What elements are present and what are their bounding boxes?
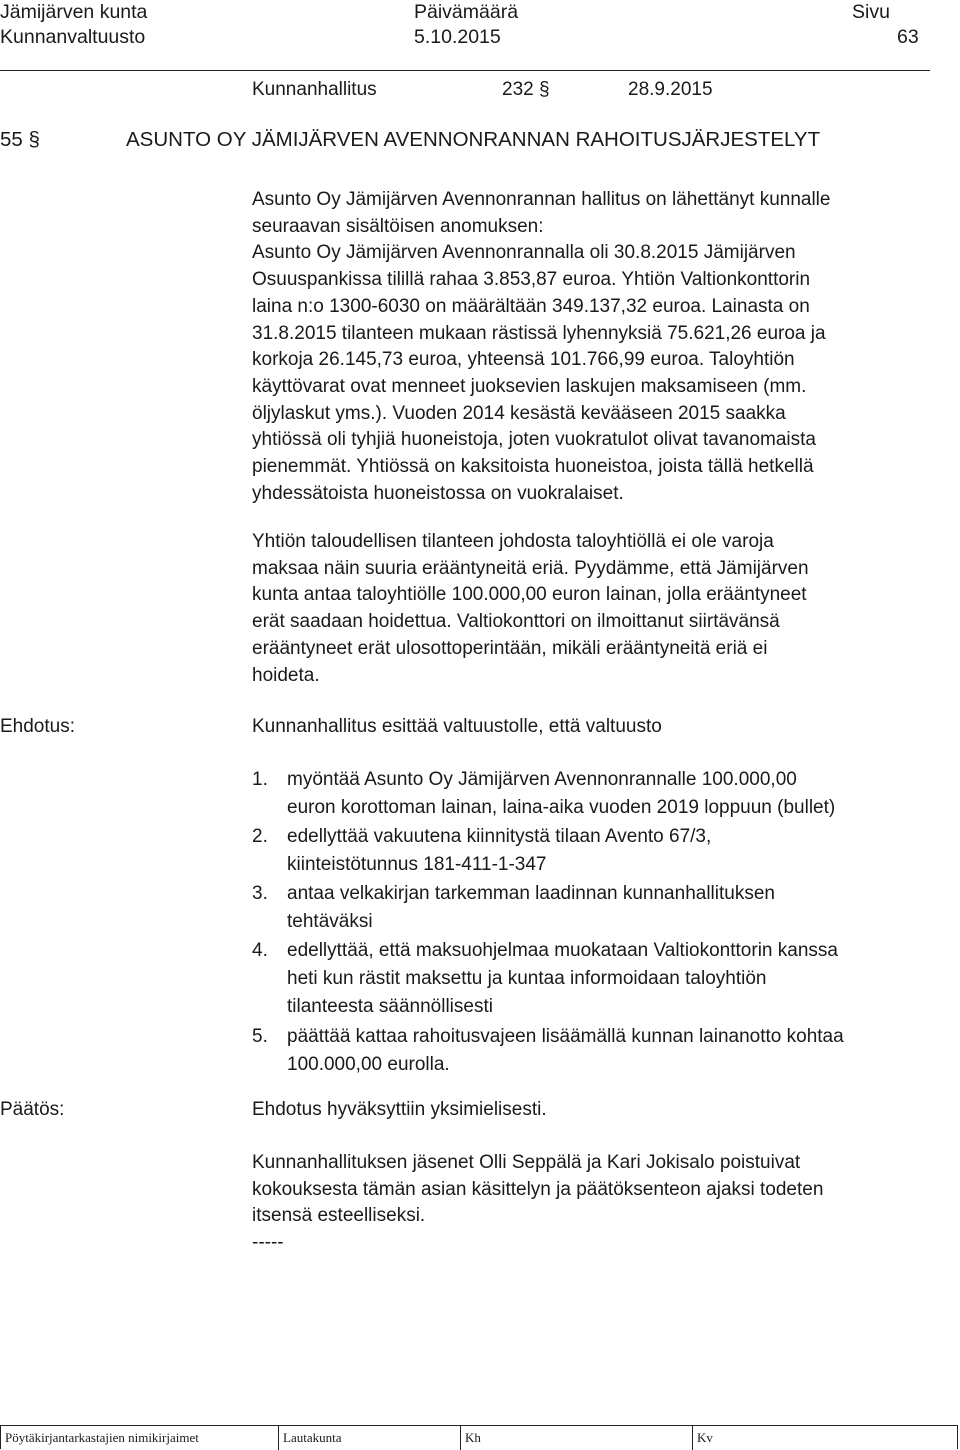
paragraph-line: pienemmät. Yhtiössä on kaksitoista huoneistoa, joista tällä hetkellä bbox=[252, 456, 814, 478]
footer-kv-cell: Kv bbox=[697, 1430, 713, 1445]
paragraph-line: hoideta. bbox=[252, 664, 320, 686]
paragraph-line: erääntyneet erät ulosottoperintään, mikäli erääntyneitä eriä ei bbox=[252, 637, 768, 659]
paragraph-line: seuraavan sisältöisen anomuksen: bbox=[252, 215, 544, 237]
item-number: 55 § bbox=[0, 128, 40, 151]
request-paragraph bbox=[252, 529, 952, 689]
council-name: Kunnanvaltuusto bbox=[0, 26, 146, 48]
proposal-item-line: edellyttää, että maksuohjelmaa muokataan Valtiokonttorin kanssa bbox=[287, 940, 838, 961]
recusal-note bbox=[252, 1150, 952, 1257]
item-title: ASUNTO OY JÄMIJÄRVEN AVENNONRANNAN RAHOITUSJÄRJESTELYT bbox=[126, 128, 821, 151]
paragraph-line: korkoja 26.145,73 euroa, yhteensä 101.766,99 euroa. Taloyhtiön bbox=[252, 349, 795, 371]
paragraph-line: maksaa näin suuria erääntyneitä eriä. Pyydämme, että Jämijärven bbox=[252, 557, 809, 579]
proposal-item-number: 4. bbox=[252, 940, 268, 961]
proposal-item-line: tilanteesta säännöllisesti bbox=[287, 996, 493, 1017]
paragraph-line: Yhtiön taloudellisen tilanteen johdosta taloyhtiöllä ei ole varoja bbox=[252, 531, 774, 552]
reference-organ: Kunnanhallitus bbox=[252, 79, 377, 100]
proposal-label: Ehdotus: bbox=[0, 716, 75, 737]
footer-board-cell: Lautakunta bbox=[279, 1426, 461, 1450]
proposal-item-line: heti kun rästit maksettu ja kuntaa informoidaan taloyhtiön bbox=[287, 968, 767, 989]
proposal-item-line: 100.000,00 eurolla. bbox=[287, 1054, 450, 1075]
proposal-item-line: euron korottoman lainan, laina-aika vuoden 2019 loppuun (bullet) bbox=[287, 797, 836, 818]
proposal-intro: Kunnanhallitus esittää valtuustolle, että valtuusto bbox=[252, 716, 662, 737]
note-line: kokouksesta tämän asian käsittelyn ja päätöksenteon ajaksi todeten bbox=[252, 1178, 824, 1200]
municipality-name: Jämijärven kunta bbox=[0, 1, 148, 23]
decision-label: Päätös: bbox=[0, 1099, 65, 1120]
page-number: 63 bbox=[897, 26, 919, 48]
proposal-item-line: myöntää Asunto Oy Jämijärven Avennonrannalle 100.000,00 bbox=[287, 769, 797, 790]
end-mark: ----- bbox=[252, 1232, 284, 1254]
signature-footer bbox=[0, 1425, 958, 1449]
paragraph-line: yhtiössä oli tyhjiä huoneistoja, joten vuokratulot olivat tavanomaista bbox=[252, 429, 816, 451]
proposal-item-line: edellyttää vakuutena kiinnitystä tilaan Avento 67/3, bbox=[287, 826, 712, 847]
paragraph-line: öljylaskut yms.). Vuoden 2014 kesästä kevääseen 2015 saakka bbox=[252, 402, 786, 424]
paragraph-line: erät saadaan hoidettua. Valtiokonttori on ilmoittanut siirtävänsä bbox=[252, 611, 780, 633]
paragraph-line: Asunto Oy Jämijärven Avennonrannalla oli 30.8.2015 Jämijärven bbox=[252, 242, 796, 264]
paragraph-line: yhdessätoista huoneistossa on vuokralaiset. bbox=[252, 482, 624, 504]
note-line: Kunnanhallituksen jäsenet Olli Seppälä ja Kari Jokisalo poistuivat bbox=[252, 1152, 801, 1173]
date-label: Päivämäärä bbox=[414, 1, 519, 23]
paragraph-line: laina n:o 1300-6030 on määrältään 349.137,32 euroa. Lainasta on bbox=[252, 295, 810, 317]
decision-text: Ehdotus hyväksyttiin yksimielisesti. bbox=[252, 1099, 547, 1120]
proposal-item-number: 1. bbox=[252, 769, 268, 790]
paragraph-line: käyttövarat ovat menneet juoksevien laskujen maksamiseen (mm. bbox=[252, 375, 807, 397]
proposal-item-number: 3. bbox=[252, 883, 268, 904]
proposal-item-line: antaa velkakirjan tarkemman laadinnan kunnanhallituksen bbox=[287, 883, 775, 904]
paragraph-line: Osuuspankissa tilillä rahaa 3.853,87 euroa. Yhtiön Valtionkonttorin bbox=[252, 269, 811, 291]
proposal-item-line: tehtäväksi bbox=[287, 911, 373, 932]
note-line: itsensä esteelliseksi. bbox=[252, 1205, 426, 1227]
reference-date: 28.9.2015 bbox=[628, 79, 713, 100]
footer-signatures-cell: Pöytäkirjantarkastajien nimikirjaimet bbox=[1, 1426, 279, 1450]
paragraph-line: kunta antaa taloyhtiölle 100.000,00 euron lainan, jolla erääntyneet bbox=[252, 584, 807, 606]
page-label: Sivu bbox=[852, 1, 890, 23]
header-rule bbox=[0, 70, 930, 71]
reference-section: 232 § bbox=[502, 79, 550, 100]
footer-kh-cell: Kh bbox=[461, 1426, 693, 1450]
proposal-item-line: päättää kattaa rahoitusvajeen lisäämällä kunnan lainanotto kohtaa bbox=[287, 1026, 844, 1047]
paragraph-line: Asunto Oy Jämijärven Avennonrannan hallitus on lähettänyt kunnalle bbox=[252, 189, 831, 210]
meeting-date: 5.10.2015 bbox=[414, 26, 501, 48]
application-paragraph bbox=[252, 187, 952, 507]
proposal-item-number: 5. bbox=[252, 1026, 268, 1047]
proposal-item-number: 2. bbox=[252, 826, 268, 847]
proposal-item-line: kiinteistötunnus 181-411-1-347 bbox=[287, 854, 547, 875]
paragraph-line: 31.8.2015 tilanteen mukaan rästissä lyhennyksiä 75.621,26 euroa ja bbox=[252, 322, 826, 344]
